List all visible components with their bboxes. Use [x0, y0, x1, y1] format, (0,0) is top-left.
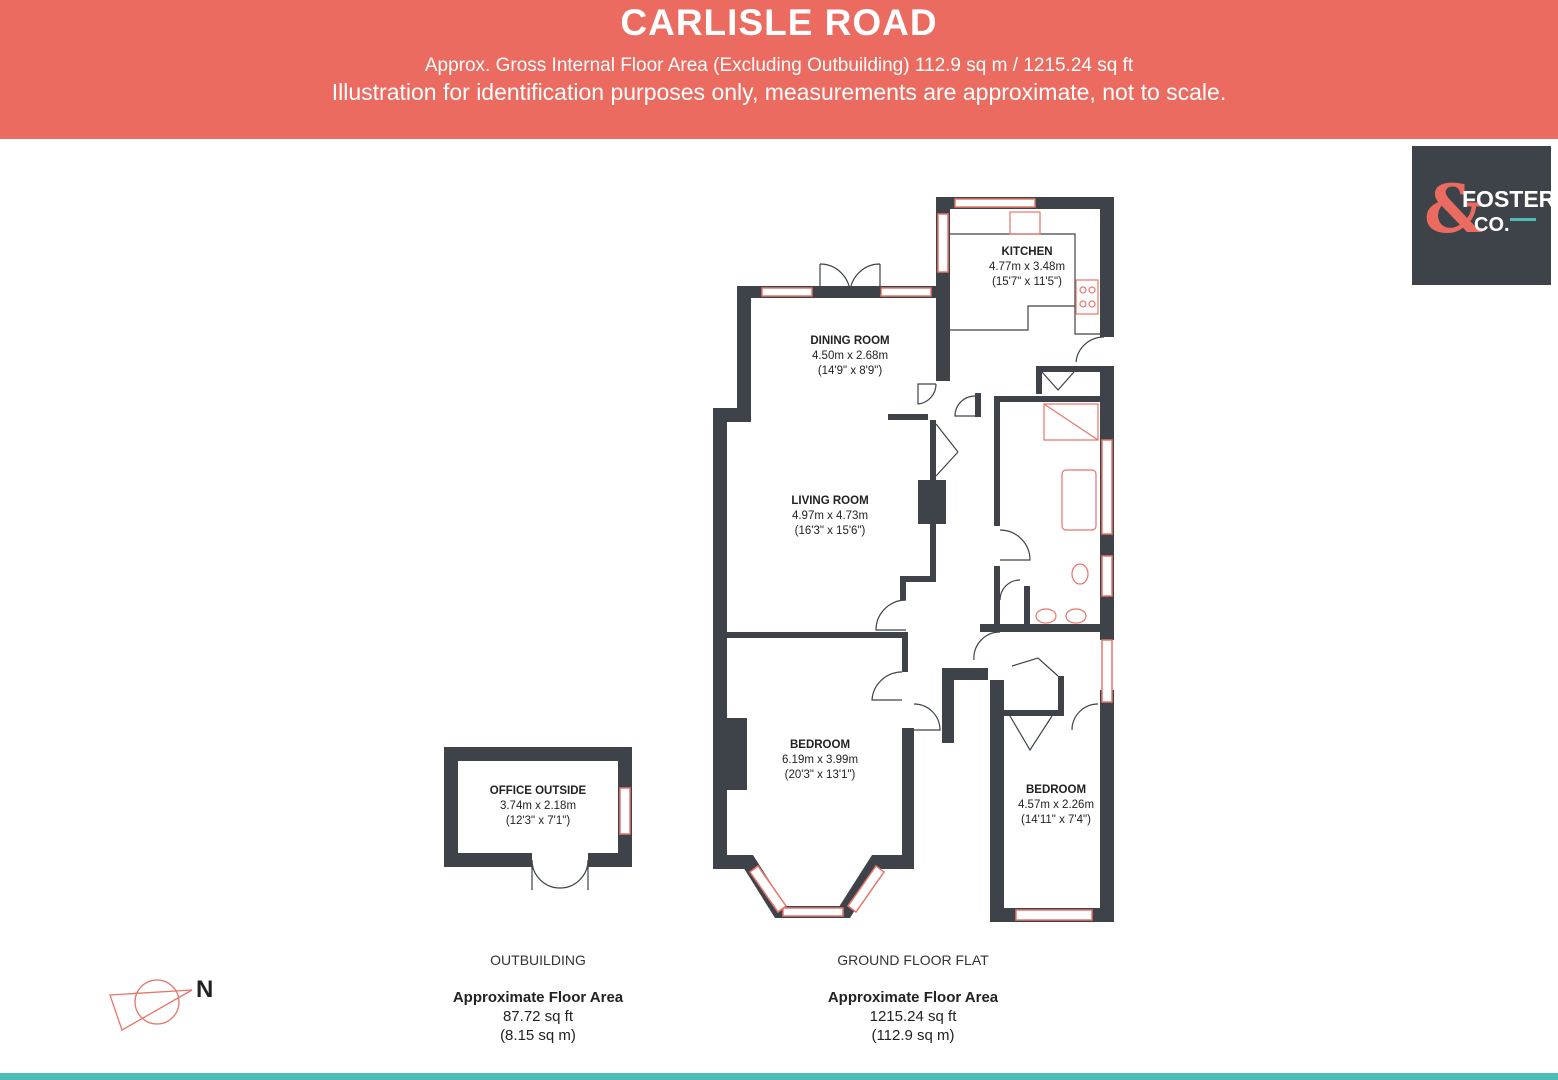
- room-name: BEDROOM: [789, 739, 851, 751]
- room-name: LIVING ROOM: [791, 495, 869, 507]
- wall: [942, 668, 954, 743]
- wall: [994, 396, 1000, 526]
- room-name: DINING ROOM: [810, 335, 890, 347]
- room-label-dining: [790, 334, 910, 379]
- window: [783, 908, 843, 916]
- area-sqm: (112.9 sq m): [871, 1027, 955, 1044]
- basin-fixture: [1036, 609, 1056, 623]
- window: [620, 788, 630, 834]
- floor-area-subtitle: Approx. Gross Internal Floor Area (Excluding Outbuilding) 112.9 sq m / 1215.24 sq ft: [424, 55, 1134, 76]
- room-name: KITCHEN: [1001, 246, 1053, 258]
- room-imperial: (15'7" x 11'5"): [992, 276, 1062, 288]
- wall: [1004, 710, 1064, 716]
- room-metric: 3.74m x 2.18m: [499, 800, 577, 812]
- wall: [1100, 197, 1114, 337]
- room-label-kitchen: [975, 245, 1079, 290]
- window: [938, 214, 948, 272]
- page-title: CARLISLE ROAD: [620, 2, 938, 43]
- room-metric: 4.97m x 4.73m: [791, 510, 869, 522]
- wall: [902, 632, 908, 672]
- wall: [936, 286, 950, 381]
- area-block-ground: [803, 988, 1023, 1045]
- room-label-office: [468, 784, 608, 829]
- window: [762, 288, 812, 296]
- logo-co-text: CO.: [1474, 214, 1510, 236]
- door-leaf: [1012, 658, 1058, 676]
- wall: [900, 576, 906, 600]
- door-swing: [1000, 530, 1030, 560]
- door-swing: [914, 704, 940, 730]
- window: [1102, 556, 1112, 596]
- wall: [980, 624, 1114, 632]
- wall: [902, 728, 914, 868]
- hob-ring: [1089, 301, 1095, 307]
- area-sqft: 87.72 sq ft: [502, 1008, 574, 1025]
- wall: [737, 286, 751, 410]
- caption-ground-floor: GROUND FLOOR FLAT: [837, 952, 989, 968]
- toilet-fixture: [1072, 564, 1088, 584]
- wall: [444, 747, 458, 867]
- room-imperial: (16'3" x 15'6"): [794, 525, 866, 537]
- area-sqft: 1215.24 sq ft: [869, 1008, 957, 1025]
- door-swing: [532, 860, 560, 890]
- door-swing: [1072, 704, 1098, 730]
- wall: [888, 414, 928, 420]
- wall: [588, 853, 632, 867]
- hob-fixture: [1076, 280, 1098, 314]
- room-imperial: (14'9" x 8'9"): [817, 365, 883, 377]
- door-swing: [1076, 337, 1104, 362]
- compass-circle: [135, 980, 179, 1024]
- wall: [1024, 586, 1030, 626]
- room-imperial: (12'3" x 7'1"): [505, 815, 571, 827]
- wall: [1036, 366, 1042, 394]
- area-sqm: (8.15 sq m): [500, 1027, 576, 1044]
- room-metric: 4.50m x 2.68m: [811, 350, 889, 362]
- door-leaf: [1010, 716, 1052, 750]
- compass-icon: [110, 980, 192, 1030]
- room-name: OFFICE OUTSIDE: [489, 785, 587, 797]
- door-swing: [955, 396, 975, 416]
- room-imperial: (20'3" x 13'1"): [784, 769, 856, 781]
- door-swing: [974, 632, 1000, 660]
- basin-fixture: [1066, 609, 1086, 623]
- bath-fixture: [1062, 470, 1096, 530]
- door-swing: [876, 600, 906, 630]
- room-name: BEDROOM: [1025, 784, 1087, 796]
- caption-outbuilding: OUTBUILDING: [490, 952, 586, 968]
- window: [1102, 440, 1112, 534]
- door-leaf: [936, 424, 958, 476]
- north-label: N: [196, 976, 214, 1003]
- room-label-living: [770, 494, 890, 539]
- wall: [930, 420, 936, 580]
- disclaimer: Illustration for identification purposes only, measurements are approximate, not to scale.: [331, 79, 1227, 105]
- room-metric: 4.57m x 2.26m: [1017, 799, 1095, 811]
- hob-ring: [1080, 287, 1086, 293]
- wall: [444, 747, 632, 761]
- wall: [1058, 676, 1064, 716]
- wall: [994, 396, 1114, 402]
- room-label-bedroom-1: [760, 738, 880, 783]
- wall: [726, 632, 908, 638]
- wall: [994, 566, 1000, 626]
- room-metric: 6.19m x 3.99m: [781, 754, 859, 766]
- bottom-accent-bar: [0, 1073, 1558, 1080]
- chimney-breast: [727, 718, 747, 790]
- shower-tray-line: [1044, 404, 1098, 440]
- compass-needle: [110, 990, 192, 1030]
- area-heading: Approximate Floor Area: [827, 989, 999, 1006]
- wall: [975, 393, 981, 417]
- logo-ampersand: &: [1424, 170, 1484, 248]
- area-heading: Approximate Floor Area: [452, 989, 624, 1006]
- door-swing: [918, 384, 936, 404]
- window: [1102, 640, 1112, 702]
- window: [955, 199, 1035, 207]
- hob-ring: [1080, 301, 1086, 307]
- room-metric: 4.77m x 3.48m: [988, 261, 1066, 273]
- window: [1016, 910, 1092, 920]
- door-swing: [1000, 580, 1020, 600]
- wall: [444, 853, 532, 867]
- window: [881, 288, 931, 296]
- area-block-outbuilding: [428, 988, 648, 1045]
- sink-fixture: [1010, 212, 1040, 234]
- room-imperial: (14'11" x 7'4"): [1021, 814, 1091, 826]
- door-leaf: [1042, 372, 1074, 390]
- hob-ring: [1089, 287, 1095, 293]
- logo-foster-text: FOSTER: [1462, 186, 1556, 212]
- door-swing: [872, 672, 902, 700]
- wall: [713, 408, 727, 868]
- door-swing: [560, 860, 588, 890]
- room-label-bedroom-2: [996, 783, 1116, 828]
